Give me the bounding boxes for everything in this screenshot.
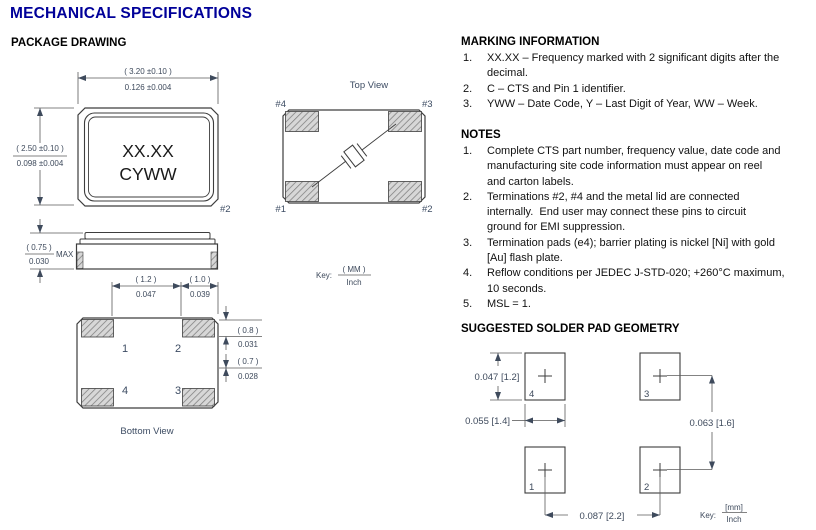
notes-heading: NOTES (461, 129, 501, 141)
dim-vertical-pitch: 0.063 [1.6] (689, 418, 735, 429)
dim-pad-width: 0.055 [1.4] (465, 416, 510, 427)
note-item-5-num: 5. (463, 297, 473, 310)
note-item-2-line-3: ground for EMI suppression. (487, 221, 626, 234)
note-item-4 (461, 266, 811, 297)
note-item-3 (461, 236, 811, 267)
top-view-pad4 (286, 112, 319, 132)
solder-pad-geometry-section (461, 323, 811, 335)
dim-padheight-mm: ( 0.8 ) (237, 326, 259, 335)
bottom-view-pad3-num: 3 (174, 385, 182, 397)
marking-item-3 (461, 97, 811, 112)
dim-pitch-inch: 0.047 (135, 290, 157, 299)
top-view-label: Top View (349, 80, 389, 91)
dim-height-inch: 0.098 ±0.004 (16, 159, 64, 168)
dim-thickness-inch: 0.030 (28, 257, 50, 266)
top-view-pad3 (389, 112, 422, 132)
side-view-pad-right (211, 252, 217, 269)
notes-section (461, 129, 811, 312)
front-view (13, 67, 231, 215)
solder-pad-geometry-heading: SUGGESTED SOLDER PAD GEOMETRY (461, 323, 680, 335)
crystal-lead-upper (362, 124, 396, 150)
side-view-body (77, 244, 218, 269)
crystal-symbol (340, 142, 367, 169)
top-view-pad2 (389, 182, 422, 202)
note-item-3-line-2: [Au] flash plate. (487, 252, 563, 265)
note-item-2-num: 2. (463, 190, 473, 203)
solder-pad-geometry-svg (460, 345, 816, 530)
note-item-1 (461, 144, 811, 190)
bottom-view-pad1-num: 1 (121, 343, 129, 355)
bottom-view-pad2-num: 2 (174, 343, 182, 355)
dim-padheight-inch: 0.031 (237, 340, 259, 349)
top-view-pad1 (286, 182, 319, 202)
marking-item-3-num: 3. (463, 97, 473, 110)
marking-item-1-line-1: XX.XX – Frequency marked with 2 significant digits after the (487, 52, 780, 64)
dim-width-mm: ( 3.20 ±0.10 ) (124, 67, 172, 76)
package-drawing-svg (0, 52, 460, 530)
bottom-view (77, 275, 262, 437)
marking-item-2-num: 2. (463, 82, 473, 95)
note-item-5 (461, 297, 811, 312)
key-numerator: ( MM ) (342, 265, 366, 274)
key-label: Key: (316, 271, 333, 280)
solder-key-denominator: Inch (726, 515, 742, 524)
dim-thickness-max: MAX (56, 250, 74, 259)
solder-pad-2-num: 2 (644, 482, 650, 493)
note-item-2 (461, 190, 811, 236)
note-item-3-num: 3. (463, 236, 473, 249)
marking-information-section (461, 36, 811, 112)
top-view-pin3-label: #3 (422, 99, 433, 110)
note-item-4-num: 4. (463, 267, 473, 280)
key-denominator: Inch (346, 278, 362, 287)
marking-information-heading: MARKING INFORMATION (461, 36, 600, 48)
note-item-3-line-1: Termination pads (e4); barrier plating is nickel [Ni] with gold (487, 236, 775, 249)
bottom-view-pad3 (183, 389, 215, 407)
solder-units-key (700, 503, 747, 524)
solder-key-label: Key: (700, 511, 717, 520)
dim-height-mm: ( 2.50 ±0.10 ) (16, 144, 64, 153)
top-view-pin2-label: #2 (422, 204, 433, 215)
marking-item-1-num: 1. (463, 52, 473, 64)
marking-item-1 (461, 51, 811, 82)
dim-thickness-mm: ( 0.75 ) (26, 243, 52, 252)
solder-pad-3-num: 3 (644, 389, 650, 400)
bottom-view-pad4 (82, 389, 114, 407)
front-view-pin2-label: #2 (220, 204, 231, 215)
marking-item-1-line-2: decimal. (487, 67, 528, 80)
note-item-1-line-3: and carton labels. (487, 175, 574, 188)
note-item-5-line-1: MSL = 1. (487, 297, 531, 310)
side-view (25, 219, 218, 283)
note-item-4-line-1: Reflow conditions per JEDEC J-STD-020; +260°C maximum, (487, 267, 785, 280)
top-view-pin4-label: #4 (275, 99, 286, 110)
bottom-view-pad4-num: 4 (121, 385, 129, 397)
dim-padgap-mm: ( 0.7 ) (237, 357, 259, 366)
top-view-pin1-label: #1 (275, 204, 286, 215)
dim-edge-mm: ( 1.0 ) (189, 275, 211, 284)
side-view-pad-left (77, 252, 83, 269)
side-view-lid-lower (80, 239, 215, 244)
note-item-2-line-2: internally. End user may connect these pins to circuit (487, 206, 747, 219)
dim-padgap-inch: 0.028 (237, 372, 259, 381)
marking-item-2 (461, 82, 811, 97)
dim-pad-height: 0.047 [1.2] (474, 372, 520, 383)
dim-pitch-mm: ( 1.2 ) (135, 275, 157, 284)
page-title: MECHANICAL SPECIFICATIONS (10, 5, 253, 22)
top-view (275, 80, 432, 215)
note-item-2-line-1: Terminations #2, #4 and the metal lid are connected (487, 190, 740, 203)
dim-horizontal-pitch: 0.087 [2.2] (579, 511, 625, 522)
bottom-view-label: Bottom View (120, 426, 174, 437)
solder-pad-1-num: 1 (529, 482, 535, 493)
marking-datecode-text: CYWW (119, 164, 177, 184)
solder-pad-4-num: 4 (529, 389, 535, 400)
solder-key-numerator: [mm] (725, 503, 743, 512)
dim-width-inch: 0.126 ±0.004 (124, 83, 172, 92)
crystal-lead-lower (312, 161, 346, 187)
dim-edge-inch: 0.039 (189, 290, 211, 299)
note-item-1-line-1: Complete CTS part number, frequency value, date code and (487, 145, 781, 157)
marking-item-2-line-1: C – CTS and Pin 1 identifier. (487, 82, 626, 95)
note-item-4-line-2: 10 seconds. (487, 282, 547, 295)
note-item-1-num: 1. (463, 145, 473, 157)
marking-frequency-text: XX.XX (122, 141, 174, 161)
marking-item-3-line-1: YWW – Date Code, Y – Last Digit of Year, WW – Week. (487, 97, 758, 110)
package-drawing-heading: PACKAGE DRAWING (11, 37, 127, 49)
note-item-1-line-2: manufacturing site code information must appear on reel (487, 160, 763, 173)
pad-center-crosses (538, 369, 667, 477)
bottom-view-pad2 (183, 320, 215, 338)
side-view-lid-upper (85, 233, 210, 240)
units-key (316, 265, 371, 287)
bottom-view-pad1 (82, 320, 114, 338)
